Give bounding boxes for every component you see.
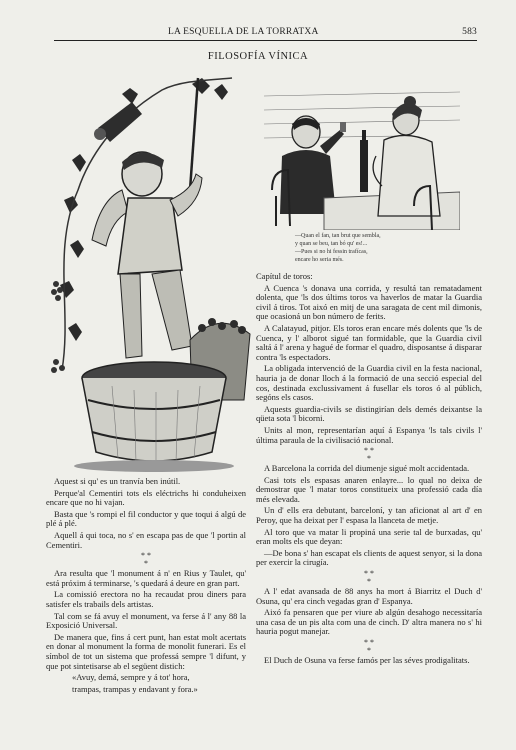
- running-header: [54, 27, 477, 39]
- paragraph: Tal com se fá avuy el monument, va ferse á l' any 88 la Exposició Universal.: [46, 610, 246, 631]
- paragraph: A Barcelona la corrida del diumenje sigué molt accidentada.: [264, 463, 470, 474]
- paragraph: Perque'al Cementiri tots els eléctrichs hi conduheixen encare que no hi vajan.: [46, 487, 246, 508]
- illustration-caption: [295, 232, 470, 264]
- page-number: 583: [462, 27, 477, 37]
- magazine-title: LA ESQUELLA DE LA TORRATXA: [168, 27, 319, 37]
- paragraph: A Calatayud, pitjor. Els toros eran encare més dolents que 'ls de Cuenca, y l' alborot sigué tan formidable, que la Guardia civil saltá á l' arena y hagué de formar el quadro, disposantse á disparar contra 'ls espectadors.: [256, 322, 482, 362]
- paragraph: Units al mon, representarían aquí á Espanya 'ls tals civils l' última paraula de la civilisació nacional.: [256, 424, 482, 445]
- paragraph: Aquell á qui toca, no s' en escapa pas de que 'l portin al Cementiri.: [46, 529, 246, 550]
- paragraph: La comissió erectora no ha recaudat prou diners para satisfer els trabails dels artistas.: [46, 589, 246, 609]
- poem-line: trampas, trampas y endavant y fora.»: [72, 683, 198, 694]
- paragraph: —De bona s' han escapat els clients de aquest senyor, si la dona per exercir la cirugía.: [256, 547, 482, 568]
- paragraph: Ara resulta que 'l monument á n' en Rius y Taulet, qu' está próxim á terminarse, 's quedará á deure en gran part.: [46, 568, 246, 588]
- left-column: [46, 477, 246, 696]
- poem-line: «Avuy, demá, sempre y á tot' hora,: [72, 672, 190, 683]
- section-divider: * * *: [364, 638, 374, 655]
- header-rule: [54, 40, 477, 41]
- paragraph: Casi tots els espasas anaren enlayre... lo qual no deixa de demostrar que 'l matar toros constitueix una professió cada día més elevada.: [256, 474, 482, 504]
- paragraph: A Cuenca 's donava una corrida, y resultá tan rematadament dolenta, que 'ls dos últims toros va haverlos de matar la Guardia civil á tiros. Tot aixó en mitj de una saragata de cent mil dimonis, que ocasioná un bon número de ferits.: [256, 282, 482, 322]
- wine-drinkers-illustration: [264, 86, 460, 230]
- right-column: [256, 272, 482, 668]
- paragraph: Basta que 's rompi el fil conductor y que toqui á algú de plé á plé.: [46, 508, 246, 529]
- caption-line: encare ho seria més.: [295, 257, 344, 263]
- section-heading: Capítul de toros:: [256, 271, 313, 281]
- paragraph: Aixó fa pensaren que per viure ab algún desahogo necessitaría una casa de un pis alta com una de cinch. D' altra manera no s' hi hauria pogut manejar.: [256, 607, 482, 637]
- section-divider: * * *: [141, 551, 151, 569]
- paragraph: A l' edat avansada de 88 anys ha mort á Biarritz el Duch d' Osuna, qu' era cinch vegadas gran d' Espanya.: [256, 586, 482, 606]
- paragraph: La obligada intervenció de la Guardia civil en la festa nacional, hauria ja de donar lloch á la formació de una secció especial del cos, destinada exclussivament á fusellar els toros ó al públich, segóns els casos.: [256, 363, 482, 403]
- paragraph: De manera que, fins á cert punt, han estat molt acertats en donar al monument la forma de monolit funerari. Es el símbol de tot un sistema que professá sempre 'l difunt, y que pot sintetisarse ab el següent distich:: [46, 631, 246, 671]
- caption-line: —Quan el fan, tan brut que sembla,: [295, 233, 381, 239]
- caption-line: —Pues si no hi fessin trafícas,: [295, 249, 368, 255]
- caption-line: y quan se beu, tan bó qu' es!...: [295, 241, 368, 247]
- paragraph: Aquests guardia-civils se distingirían dels demés deixantse la qüeta sota 'l bicorni.: [256, 403, 482, 424]
- paragraph: Aquest si qu' es un tranvía ben inútil.: [54, 476, 181, 486]
- paragraph: Al toro que va matar li propiná una serie tal de burxadas, qu' eran molts els que deyan:: [256, 526, 482, 547]
- paragraph: Un d' ells era debutant, barceloní, y tan aficionat al art d' en Peroy, que ha deixat per l' espasa la llanceta de metje.: [256, 505, 482, 526]
- grape-treader-illustration: [42, 70, 274, 474]
- section-divider: * * *: [364, 446, 374, 464]
- paragraph: El Duch de Osuna va ferse famós per las séves prodigalitats.: [264, 655, 470, 665]
- section-title: FILOSOFÍA VÍNICA: [207, 51, 309, 62]
- section-divider: * * *: [364, 569, 374, 587]
